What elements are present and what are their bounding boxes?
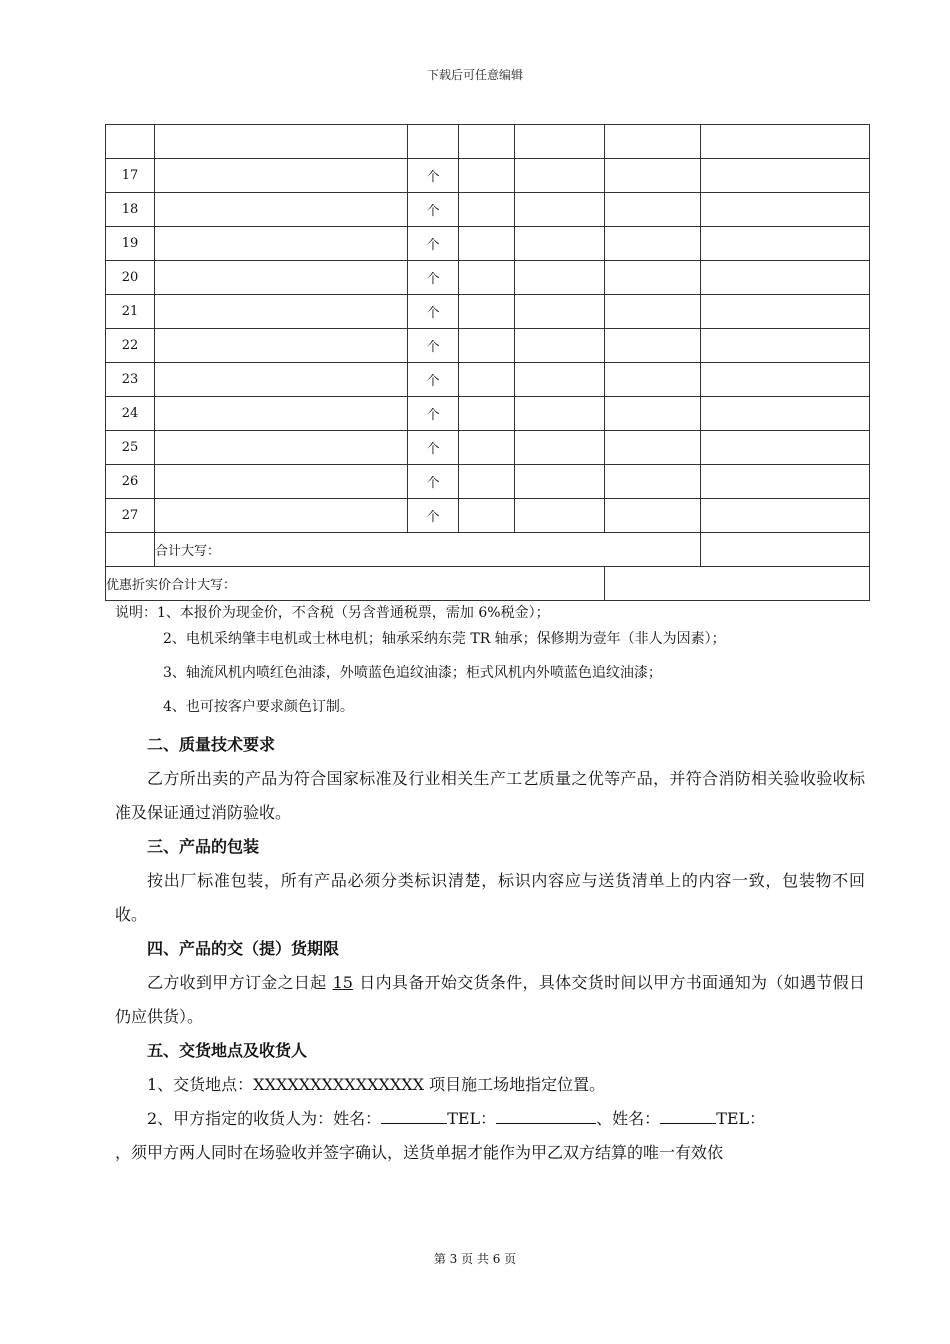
table-row	[106, 261, 870, 295]
discount-row	[106, 567, 870, 601]
table-cell	[155, 295, 408, 329]
table-cell	[106, 125, 155, 159]
total-label: 合计大写：	[155, 533, 701, 567]
delivery-place-item-2-cont: ，须甲方两人同时在场验收并签字确认，送货单据才能作为甲乙双方结算的唯一有效依	[115, 1143, 724, 1162]
table-cell	[515, 159, 605, 193]
delivery-text-after: 日内具备开始交货条件，具体交货时间以甲方书面通知为（如遇节假日仍应供货）。	[115, 973, 865, 1026]
row-number: 20	[106, 261, 155, 295]
table-cell	[459, 159, 515, 193]
unit-cell: 个	[408, 295, 459, 329]
table-cell	[515, 295, 605, 329]
row-number: 21	[106, 295, 155, 329]
table-cell	[459, 193, 515, 227]
table-cell	[459, 125, 515, 159]
row-number: 26	[106, 465, 155, 499]
table-cell	[155, 465, 408, 499]
table-cell	[155, 363, 408, 397]
receiver-name-blank-1	[381, 1109, 447, 1124]
table-cell	[701, 227, 870, 261]
table-cell	[515, 499, 605, 533]
table-cell	[459, 397, 515, 431]
table-cell	[155, 397, 408, 431]
unit-cell: 个	[408, 227, 459, 261]
table-row	[106, 465, 870, 499]
table-cell	[605, 227, 701, 261]
page-footer: 第 3 页 共 6 页	[433, 1252, 517, 1266]
row-number: 25	[106, 431, 155, 465]
receiver-tel-blank-1	[496, 1109, 596, 1124]
table-cell	[155, 431, 408, 465]
table-cell	[605, 125, 701, 159]
total-value-cell	[701, 533, 870, 567]
note-4: 4、也可按客户要求颜色订制。	[163, 699, 354, 715]
table-cell	[155, 227, 408, 261]
table-cell	[605, 465, 701, 499]
unit-cell: 个	[408, 329, 459, 363]
table-cell	[155, 499, 408, 533]
unit-cell: 个	[408, 363, 459, 397]
table-cell	[155, 159, 408, 193]
table-cell	[605, 193, 701, 227]
row-number: 27	[106, 499, 155, 533]
section-quality-heading: 二、质量技术要求	[147, 735, 276, 754]
table-cell	[701, 261, 870, 295]
section-delivery-period-heading: 四、产品的交（提）货期限	[147, 939, 340, 958]
section-quality-text: 乙方所出卖的产品为符合国家标准及行业相关生产工艺质量之优等产品，并符合消防相关验收验收标准及保证通过消防验收。	[115, 769, 865, 822]
table-cell	[515, 125, 605, 159]
section-delivery-place-heading: 五、交货地点及收货人	[147, 1041, 308, 1060]
document-body	[115, 600, 865, 1170]
header-note: 下载后可任意编辑	[426, 68, 523, 82]
unit-cell: 个	[408, 465, 459, 499]
delivery-place-item-1: 1、交货地点：XXXXXXXXXXXXXXX 项目施工场地指定位置。	[147, 1075, 606, 1094]
delivery-place-item-2	[115, 1102, 865, 1136]
note-3: 3、轴流风机内喷红色油漆，外喷蓝色追纹油漆；柜式风机内外喷蓝色追纹油漆；	[163, 665, 662, 681]
table-cell	[701, 397, 870, 431]
row-number: 23	[106, 363, 155, 397]
table-cell	[701, 363, 870, 397]
table-cell	[701, 125, 870, 159]
table-cell	[515, 465, 605, 499]
unit-cell: 个	[408, 397, 459, 431]
row-number: 22	[106, 329, 155, 363]
table-row	[106, 499, 870, 533]
unit-cell: 个	[408, 431, 459, 465]
delivery-text-before: 乙方收到甲方订金之日起	[147, 973, 327, 992]
table-cell	[459, 431, 515, 465]
table-cell	[106, 533, 155, 567]
table-cell	[515, 431, 605, 465]
receiver-tel-label-1: TEL：	[447, 1109, 497, 1128]
unit-cell: 个	[408, 159, 459, 193]
table-row	[106, 329, 870, 363]
table-body	[106, 125, 870, 533]
table-cell	[155, 193, 408, 227]
discount-value-cell	[605, 567, 870, 601]
table-row	[106, 193, 870, 227]
table-cell	[515, 329, 605, 363]
section-packaging-text: 按出厂标准包装，所有产品必须分类标识清楚，标识内容应与送货清单上的内容一致，包装物不回收。	[115, 871, 865, 924]
quote-table	[105, 124, 870, 601]
table-row	[106, 295, 870, 329]
table-cell	[155, 125, 408, 159]
row-number: 19	[106, 227, 155, 261]
row-number: 17	[106, 159, 155, 193]
table-cell	[701, 499, 870, 533]
table-cell	[605, 431, 701, 465]
table-cell	[515, 193, 605, 227]
note-1: 说明：1、本报价为现金价，不含税（另含普通税票，需加 6%税金）；	[115, 605, 550, 621]
note-2: 2、电机采纳肇丰电机或士林电机；轴承采纳东莞 TR 轴承；保修期为壹年（非人为因素）；	[163, 631, 726, 647]
table-cell	[515, 397, 605, 431]
table-cell	[459, 227, 515, 261]
table-cell	[605, 499, 701, 533]
table-cell	[459, 363, 515, 397]
table-cell	[155, 329, 408, 363]
table-row	[106, 363, 870, 397]
table-row	[106, 227, 870, 261]
table-cell	[408, 125, 459, 159]
row-number: 18	[106, 193, 155, 227]
section-delivery-period-text	[115, 966, 865, 1034]
table-cell	[155, 261, 408, 295]
table-cell	[701, 159, 870, 193]
delivery-days: 15	[332, 973, 353, 992]
table-cell	[459, 295, 515, 329]
discount-label: 优惠折实价合计大写：	[106, 567, 605, 601]
receiver-name-blank-2	[660, 1109, 716, 1124]
receiver-label-2: 、姓名：	[596, 1109, 661, 1128]
table-cell	[701, 431, 870, 465]
table-cell	[605, 261, 701, 295]
table-cell	[605, 397, 701, 431]
table-cell	[605, 329, 701, 363]
table-cell	[459, 499, 515, 533]
receiver-label-1: 2、甲方指定的收货人为：姓名：	[147, 1109, 382, 1128]
table-row	[106, 397, 870, 431]
table-row	[106, 431, 870, 465]
total-row	[106, 533, 870, 567]
table-cell	[605, 159, 701, 193]
table-cell	[605, 295, 701, 329]
section-packaging-heading: 三、产品的包装	[147, 837, 260, 856]
table-cell	[605, 363, 701, 397]
table-cell	[701, 193, 870, 227]
table-cell	[515, 227, 605, 261]
table-cell	[459, 329, 515, 363]
table-cell	[515, 363, 605, 397]
row-number: 24	[106, 397, 155, 431]
table-row	[106, 125, 870, 159]
table-cell	[701, 329, 870, 363]
table-cell	[459, 465, 515, 499]
unit-cell: 个	[408, 261, 459, 295]
table-cell	[515, 261, 605, 295]
table-row	[106, 159, 870, 193]
table-cell	[459, 261, 515, 295]
receiver-tel-label-2: TEL：	[716, 1109, 766, 1128]
table-cell	[701, 465, 870, 499]
unit-cell: 个	[408, 193, 459, 227]
unit-cell: 个	[408, 499, 459, 533]
table-cell	[701, 295, 870, 329]
